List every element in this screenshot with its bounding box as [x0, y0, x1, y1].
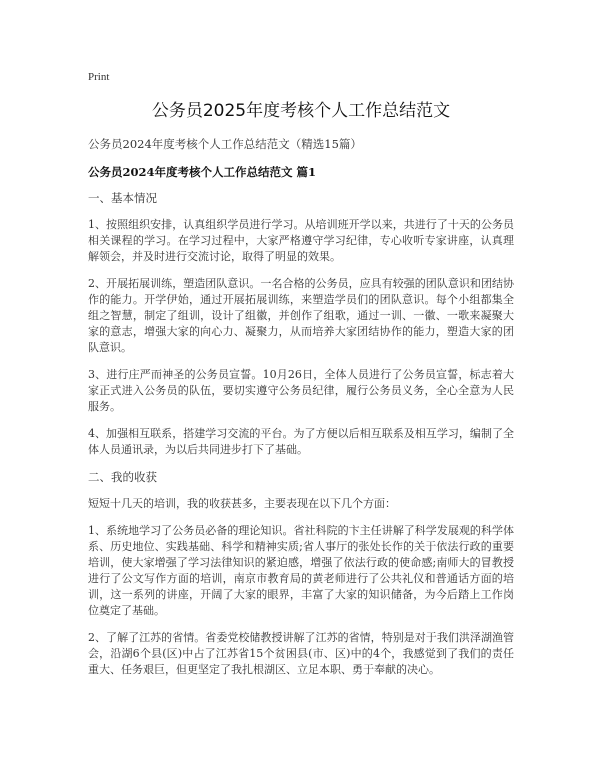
print-label[interactable]: Print [88, 71, 110, 83]
section-heading: 公务员2024年度考核个人工作总结范文 篇1 [88, 165, 317, 179]
document-title: 公务员2025年度考核个人工作总结范文 [151, 101, 451, 121]
paragraph: 2、了解了江苏的省情。省委党校储教授讲解了江苏的省情，特别是对于我们洪泽湖渔管会，沿湖6个县(区)中占了江苏省15个贫困县(市、区)中的4个，我感觉到了我们的责任重大、任务艰巨，但更坚定了我扎根湖区、立足本职、勇于奉献的决心。 [88, 631, 514, 676]
part2-heading: 二、我的收获 [88, 470, 157, 484]
paragraph: 2、开展拓展训练，塑造团队意识。一名合格的公务员，应具有较强的团队意识和团结协作的能力。开学伊始，通过开展拓展训练，来塑造学员们的团队意识。每个小组都集全组之智慧，制定了组训，设计了组徽，并创作了组歌，通过一训、一徽、一歌来凝聚大家的意志，增强大家的向心力、凝聚力，从而培养大家团结协作的能力，塑造大家的团队意识。 [88, 277, 514, 354]
paragraph: 4、加强相互联系，搭建学习交流的平台。为了方便以后相互联系及相互学习，编制了全体人员通讯录，为以后共同进步打下了基础。 [88, 427, 514, 456]
paragraph: 1、系统地学习了公务员必备的理论知识。省社科院的卞主任讲解了科学发展观的科学体系、历史地位、实践基础、科学和精神实质;省人事厅的张处长作的关于依法行政的重要培训，使大家增强了学习法律知识的紧迫感，增强了依法行政的使命感;南师大的冒教授进行了公文写作方面的培训，南京市教育局的黄老师进行了公共礼仪和普通话方面的培训，这一系列的讲座，开阔了大家的眼界，丰富了大家的知识储备，为今后踏上工作岗位奠定了基础。 [88, 524, 515, 617]
paragraph: 3、进行庄严而神圣的公务员宣誓。10月26日，全体人员进行了公务员宣誓，标志着大家正式进入公务员的队伍，要切实遵守公务员纪律，履行公务员义务，全心全意为人民服务。 [88, 368, 514, 413]
document-subtitle: 公务员2024年度考核个人工作总结范文（精选15篇） [88, 137, 362, 151]
part1-heading: 一、基本情况 [88, 191, 157, 205]
paragraph: 1、按照组织安排，认真组织学员进行学习。从培训班开学以来，共进行了十天的公务员相关课程的学习。在学习过程中，大家严格遵守学习纪律，专心收听专家讲座，认真理解领会，并及时进行交流讨论，取得了明显的效果。 [88, 218, 514, 263]
paragraph: 短短十几天的培训，我的收获甚多，主要表现在以下几个方面： [88, 497, 396, 510]
